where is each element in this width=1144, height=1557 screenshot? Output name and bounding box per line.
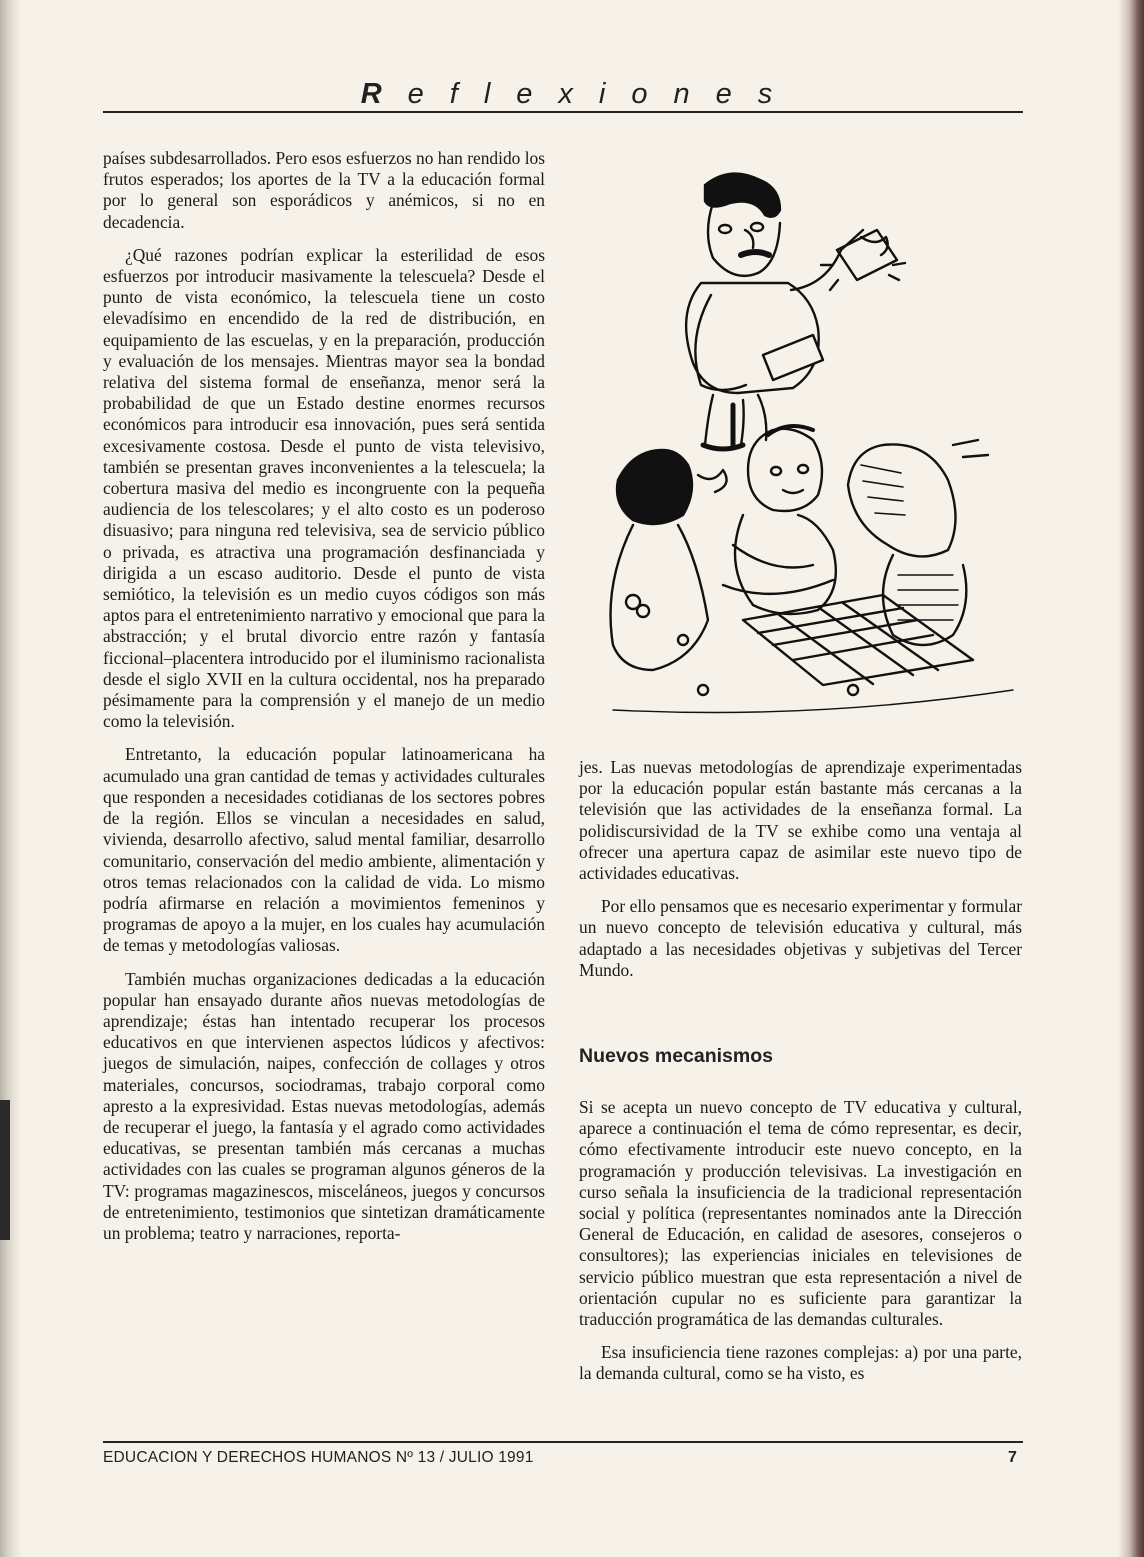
- section-header-initial: R: [360, 78, 408, 110]
- section-header: [0, 78, 1144, 111]
- left-paragraph-1: países subdesarrollados. Pero esos esfuerzos no han rendido los frutos esperados; los aportes de la TV a la educación formal por lo general son esporádicos y anémicos, si no en decadencia.: [103, 148, 545, 232]
- right-column-top: [579, 757, 1022, 993]
- right-column-bottom: [579, 1097, 1022, 1397]
- footer-publication: EDUCACION Y DERECHOS HUMANOS Nº 13 / JULIO 1991: [103, 1449, 534, 1466]
- footer-rule: [103, 1441, 1023, 1443]
- left-paragraph-3: Entretanto, la educación popular latinoamericana ha acumulado una gran cantidad de temas y actividades culturales que responden a necesidades cotidianas de los sectores pobres de la región. Ellos se vinculan a necesidades en salud, vivienda, desarrollo afectivo, salud mental familiar, desarrollo comunitario, conservación del medio ambiente, alimentación y otros temas relacionados con la calidad de vida. Lo mismo podría afirmarse en relación a movimientos femeninos y programas de apoyo a la mujer, en los cuales hay acumulación de temas y metodologías valiosas.: [103, 744, 545, 956]
- right-paragraph-1: jes. Las nuevas metodologías de aprendizaje experimentadas por la educación popular están bastante más cercanas a la televisión que las actividades de la enseñanza formal. La polidiscursividad de la TV se exhibe como una ventaja al ofrecer una apertura capaz de asimilar este nuevo tipo de actividades educativas.: [579, 757, 1022, 884]
- page-left-edge-shadow: [0, 0, 22, 1557]
- left-paragraph-4: También muchas organizaciones dedicadas a la educación popular han ensayado durante años nuevas metodologías de aprendizaje; éstas han intentado recuperar los procesos educativos en que intervienen aspectos lúdicos y afectivos: juegos de simulación, naipes, confección de collages y otros materiales, concursos, sociodramas, trabajo corporal como apresto a la expresividad. Estas nuevas metodologías, además de recuperar el juego, la fantasía y el agrado como actividades educativas, se presentan también más cercanas a muchas actividades con las cuales se programan algunos géneros de la TV: programas magazinescos, misceláneos, juegos y concursos de entretenimiento, testimonios que sintetizan dramáticamente un problema; teatro y narraciones, reporta-: [103, 968, 545, 1243]
- section-header-rest: eflexiones: [407, 78, 799, 110]
- left-column: [103, 148, 545, 1256]
- section-subheading: Nuevos mecanismos: [579, 1045, 774, 1067]
- children-figures: [611, 426, 989, 670]
- board-game: [613, 595, 1013, 713]
- right-paragraph-2: Por ello pensamos que es necesario experimentar y formular un nuevo concepto de televisión educativa y cultural, más adaptado a las necesidades objetivas y subjetivas del Tercer Mundo.: [579, 896, 1022, 980]
- right-paragraph-3: Si se acepta un nuevo concepto de TV educativa y cultural, aparece a continuación el tema de cómo representar, es decir, cómo efectivamente introducir este nuevo concepto, en la programación y producción televisivas. La investigación en curso señala la insuficiencia de la tradicional representación social y política (representantes nominados ante la Dirección General de Educación, en calidad de asesores, consejeros o consultores); las experiencias iniciales en televisiones de servicio público muestran que esta representación a nivel de orientación cupular no es suficiente para garantizar la traducción programática de las demandas culturales.: [579, 1097, 1022, 1330]
- binding-mark: [0, 1100, 10, 1240]
- page-right-edge-shadow: [1118, 0, 1144, 1557]
- left-paragraph-2: ¿Qué razones podrían explicar la esterilidad de esos esfuerzos por introducir masivamente la telescuela? Desde el punto de vista económico, la telescuela tiene un costo elevadísimo en encendido de la red de distribución, en equipamiento de las escuelas, y en la preparación, producción y evaluación de los mensajes. Mientras mayor sea la bondad relativa del sistema formal de enseñanza, menor será la probabilidad de que un Estado destine enormes recursos económicos para introducir esa innovación, pues será sentida excesivamente costosa. Desde el punto de vista televisivo, también se presentan graves inconvenientes a la telescuela; la cobertura masiva del medio es incongruente con la pequeña audiencia de los telescolares; y el alto costo es un poderoso disuasivo; para ninguna red televisiva, sea de servicio público o privada, es atractiva una programación desfinanciada y dirigida a un escaso auditorio. Desde el punto de vista semiótico, la televisión es un medio cuyos códigos son más aptos para el entretenimiento narrativo y emocional que para la abstracción; y el brutal divorcio entre razón y fantasía ficcional–placentera introducido por el iluminismo racionalista desde el siglo XVII en la cultura occidental, nos ha preparado pésimamente para la comprensión y el manejo de un medio como la televisión.: [103, 244, 545, 732]
- teacher-figure: [686, 174, 905, 449]
- page-number: 7: [1008, 1449, 1017, 1466]
- right-paragraph-4: Esa insuficiencia tiene razones complejas: a) por una parte, la demanda cultural, como se ha visto, es: [579, 1342, 1022, 1384]
- header-rule: [103, 111, 1023, 113]
- cartoon-illustration: [593, 165, 1023, 720]
